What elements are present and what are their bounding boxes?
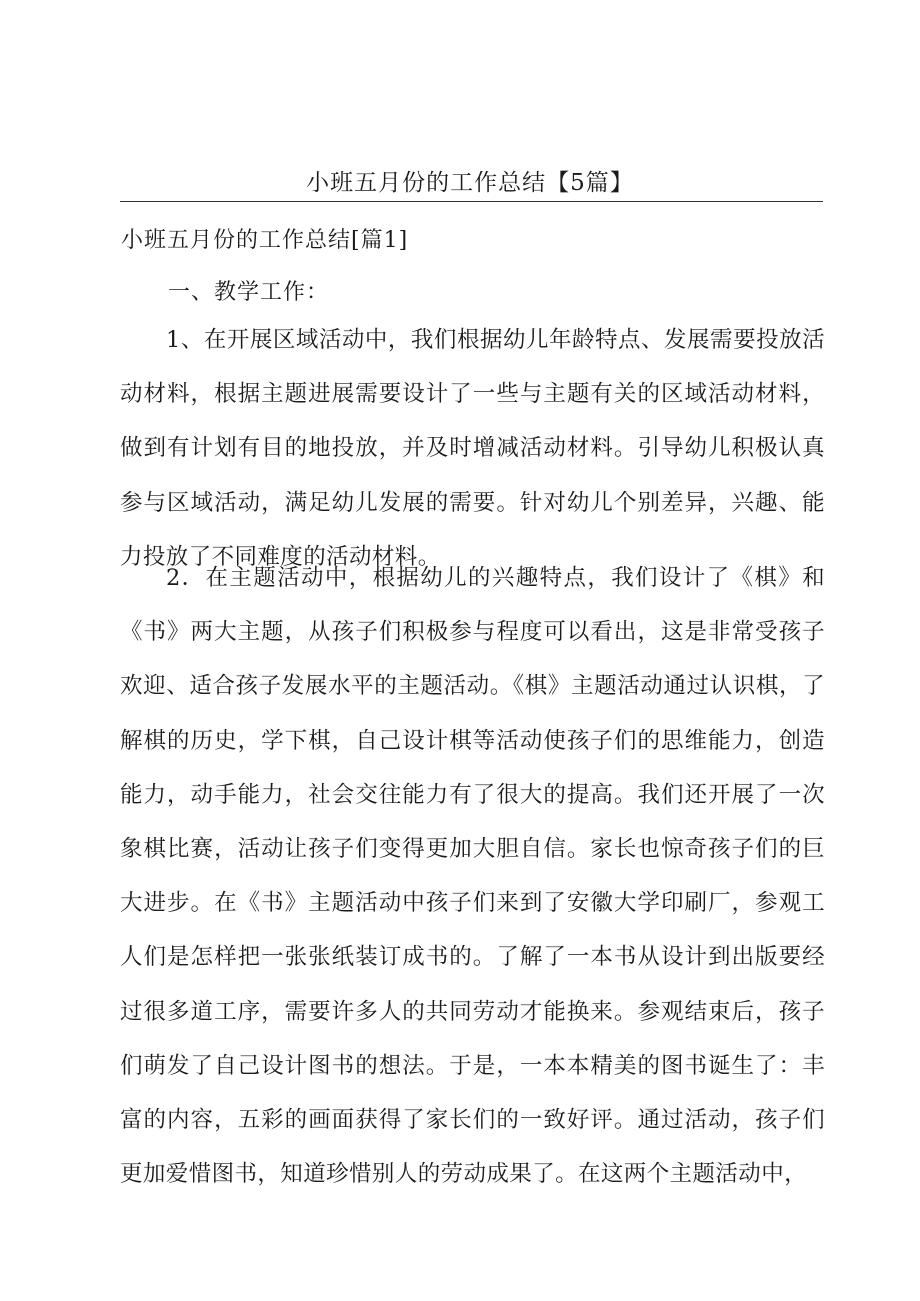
paragraph-2: 2．在主题活动中，根据幼儿的兴趣特点，我们设计了《棋》和《书》两大主题，从孩子们积极参与程度可以看出，这是非常受孩子欢迎、适合孩子发展水平的主题活动。《棋》主题活动通过认识棋，了解棋的历史，学下棋，自己设计棋等活动使孩子们的思维能力，创造能力，动手能力，社会交往能力有了很大的提高。我们还开展了一次象棋比赛，活动让孩子们变得更加大胆自信。家长也惊奇孩子们的巨大进步。在《书》主题活动中孩子们来到了安徽大学印刷厂，参观工人们是怎样把一张张纸装订成书的。了解了一本书从设计到出版要经过很多道工序，需要许多人的共同劳动才能换来。参观结束后，孩子们萌发了自己设计图书的想法。于是，一本本精美的图书诞生了：丰富的内容，五彩的画面获得了家长们的一致好评。通过活动，孩子们更加爱惜图书，知道珍惜别人的劳动成果了。在这两个主题活动中，	[120, 565, 825, 1188]
document-title: 小班五月份的工作总结【5篇】	[306, 170, 634, 196]
section-title: 小班五月份的工作总结[篇1]	[121, 228, 409, 253]
paragraph-1: 1、在开展区域活动中，我们根据幼儿年龄特点、发展需要投放活动材料，根据主题进展需要设计了一些与主题有关的区域活动材料，做到有计划有目的地投放，并及时增减活动材料。引导幼儿积极认真参与区域活动，满足幼儿发展的需要。针对幼儿个别差异，兴趣、能力投放了不同难度的活动材料。	[120, 327, 825, 570]
section-heading: 一、教学工作：	[168, 280, 330, 305]
title-underline	[120, 201, 823, 202]
